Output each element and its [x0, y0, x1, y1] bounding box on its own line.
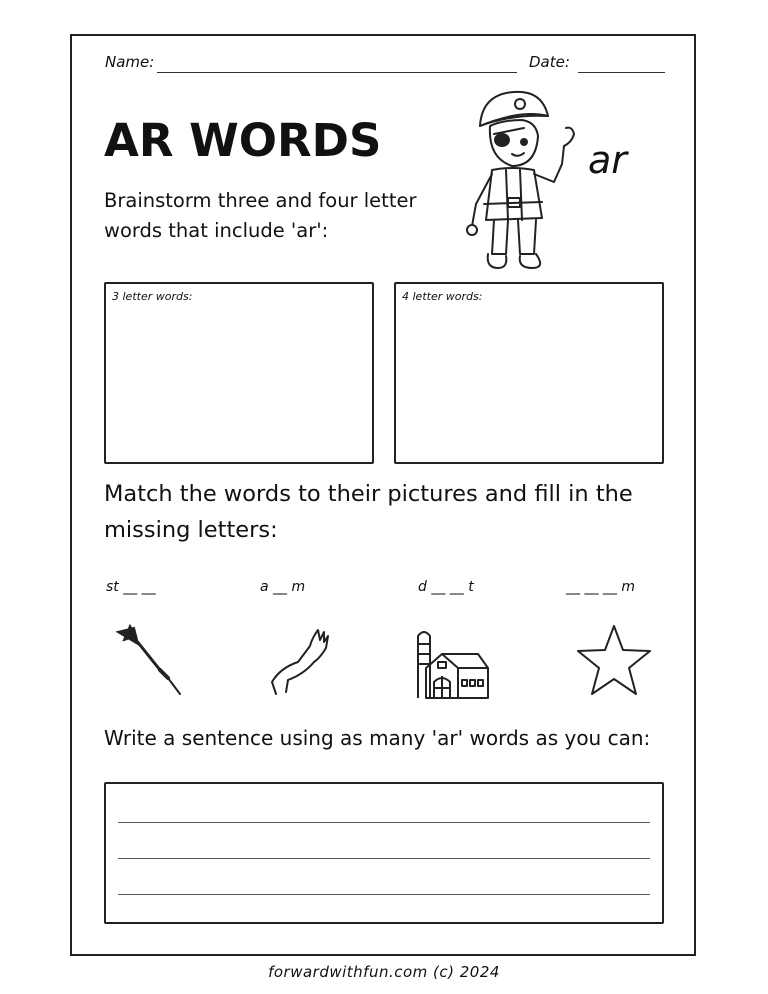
writing-line — [118, 822, 650, 823]
brainstorm-instructions: Brainstorm three and four letter words that include 'ar': — [104, 189, 417, 242]
word-pattern-3[interactable]: d __ __ t — [418, 579, 474, 595]
arm-icon — [262, 618, 342, 698]
name-label: Name: — [105, 53, 155, 71]
ar-tag: ar — [588, 138, 627, 182]
three-letter-words-box[interactable] — [104, 282, 374, 464]
dart-icon — [112, 618, 192, 698]
word-pattern-1[interactable]: st __ __ — [106, 579, 156, 595]
word-pattern-4[interactable]: __ __ __ m — [566, 579, 635, 595]
footer-copyright: forwardwithfun.com (c) 2024 — [268, 963, 500, 981]
writing-line — [118, 894, 650, 895]
match-instructions: Match the words to their pictures and fill in the missing letters: — [104, 481, 633, 543]
worksheet-page — [70, 34, 696, 956]
box-label: 3 letter words: — [112, 290, 193, 303]
date-label: Date: — [529, 53, 570, 71]
pirate-illustration — [462, 86, 582, 272]
word-pattern-2[interactable]: a __ m — [260, 579, 306, 595]
four-letter-words-box[interactable] — [394, 282, 664, 464]
date-field-line[interactable] — [578, 72, 665, 73]
barn-icon — [414, 622, 494, 702]
sentence-writing-box[interactable] — [104, 782, 664, 924]
page-title: AR WORDS — [104, 114, 382, 167]
box-label: 4 letter words: — [402, 290, 483, 303]
star-icon — [574, 620, 654, 700]
name-field-line[interactable] — [157, 72, 517, 73]
writing-line — [118, 858, 650, 859]
sentence-instructions: Write a sentence using as many 'ar' words as you can: — [104, 726, 651, 750]
